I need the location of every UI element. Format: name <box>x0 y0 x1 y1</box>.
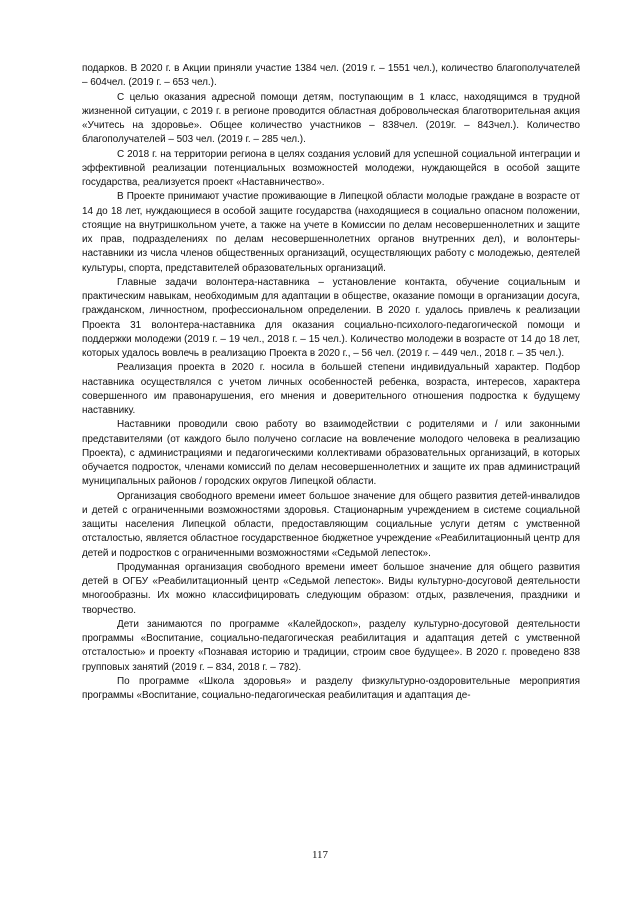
paragraph-2: С целью оказания адресной помощи детям, поступающим в 1 класс, находящимся в трудной жизненной ситуации, с 2019 г. в регионе проводится областная добровольческая благотворительная акция «Учитесь на здоровье». Общее количество участников – 838чел. (2019г. – 843чел.). Количество благополучателей – 503 чел. (2019 г. – 285 чел.). <box>82 91 580 146</box>
paragraph-3: С 2018 г. на территории региона в целях создания условий для успешной социальной интеграции и эффективной реализации потенциальных возможностей молодежи, нуждающейся в особой защите государства, реализуется проект «Наставничество». <box>82 148 580 188</box>
paragraph-5: Главные задачи волонтера-наставника – установление контакта, обучение социальным и практическим навыкам, необходимым для адаптации в обществе, оказание помощи в организации досуга, гражданском, личностном, профессиональном определении. В 2020 г. удалось привлечь к реализации Проекта 31 волонтера-наставника для оказания социально-психолого-педагогической помощи и поддержки молодежи (2019 г. – 19 чел., 2018 г. – 15 чел.). Количество молодежи в возрасте от 14 до 18 лет, которых удалось вовлечь в реализацию Проекта в 2020 г., – 56 чел. (2019 г. – 449 чел., 2018 г. – 35 чел.). <box>82 276 580 359</box>
paragraph-1: подарков. В 2020 г. в Акции приняли участие 1384 чел. (2019 г. – 1551 чел.), количество благополучателей – 604чел. (2019 г. – 653 чел.). <box>82 63 580 89</box>
paragraph-9: Продуманная организация свободного времени имеет большое значение для общего развития детей в ОГБУ «Реабилитационный центр «Седьмой лепесток». Виды культурно-досуговой деятельности многообразны. Их можно классифицировать следующим образом: отдых, развлечения, праздники и творчество. <box>82 561 580 616</box>
page-number: 117 <box>311 849 329 861</box>
paragraph-10: Дети занимаются по программе «Калейдоскоп», разделу культурно-досуговой деятельности программы «Воспитание, социально-педагогическая реабилитация и адаптация детей с умственной отсталостью» и проекту «Познавая историю и традиции, строим свое будущее». В 2020 г. проведено 838 групповых занятий (2019 г. – 834, 2018 г. – 782). <box>82 618 580 673</box>
paragraph-7: Наставники проводили свою работу во взаимодействии с родителями и / или законными представителями (от каждого было получено согласие на вовлечение молодого человека в реализацию Проекта), с администрациями и педагогическими коллективами образовательных организаций, в которых обучается подросток, членами комиссий по делам несовершеннолетних и защите их прав администраций муниципальных районов / городских округов Липецкой области. <box>82 419 580 488</box>
document-page <box>82 62 580 703</box>
paragraph-6: Реализация проекта в 2020 г. носила в большей степени индивидуальный характер. Подбор наставника осуществлялся с учетом личных особенностей ребенка, возраста, интересов, характера совершенного им правонарушения, его мнения и доверительного отношения подростка к будущему наставнику. <box>82 362 580 416</box>
paragraph-4: В Проекте принимают участие проживающие в Липецкой области молодые граждане в возрасте от 14 до 18 лет, нуждающиеся в особой защите государства (находящиеся в социально опасном положении, стоящие на внутришкольном учете, а также на учете в Комиссии по делам несовершеннолетних и защите их прав, подразделениях по делам несовершеннолетних органов внутренних дел), и волонтеры-наставники из числа членов общественных организаций, осуществляющих работу с молодежью, деятелей культуры, спорта, представителей образовательных организаций. <box>82 191 580 274</box>
paragraph-11: По программе «Школа здоровья» и разделу физкультурно-оздоровительные мероприятия программы «Воспитание, социально-педагогическая реабилитация и адаптация де- <box>82 675 580 701</box>
paragraph-8: Организация свободного времени имеет большое значение для общего развития детей-инвалидов и детей с ограниченными возможностями здоровья. Стационарным учреждением в системе социальной защиты населения Липецкой области, предоставляющим социальные услуги детям с умственной отсталостью, является областное государственное бюджетное учреждение «Реабилитационный центр для детей и подростков с ограниченными возможностями «Седьмой лепесток». <box>82 490 580 559</box>
